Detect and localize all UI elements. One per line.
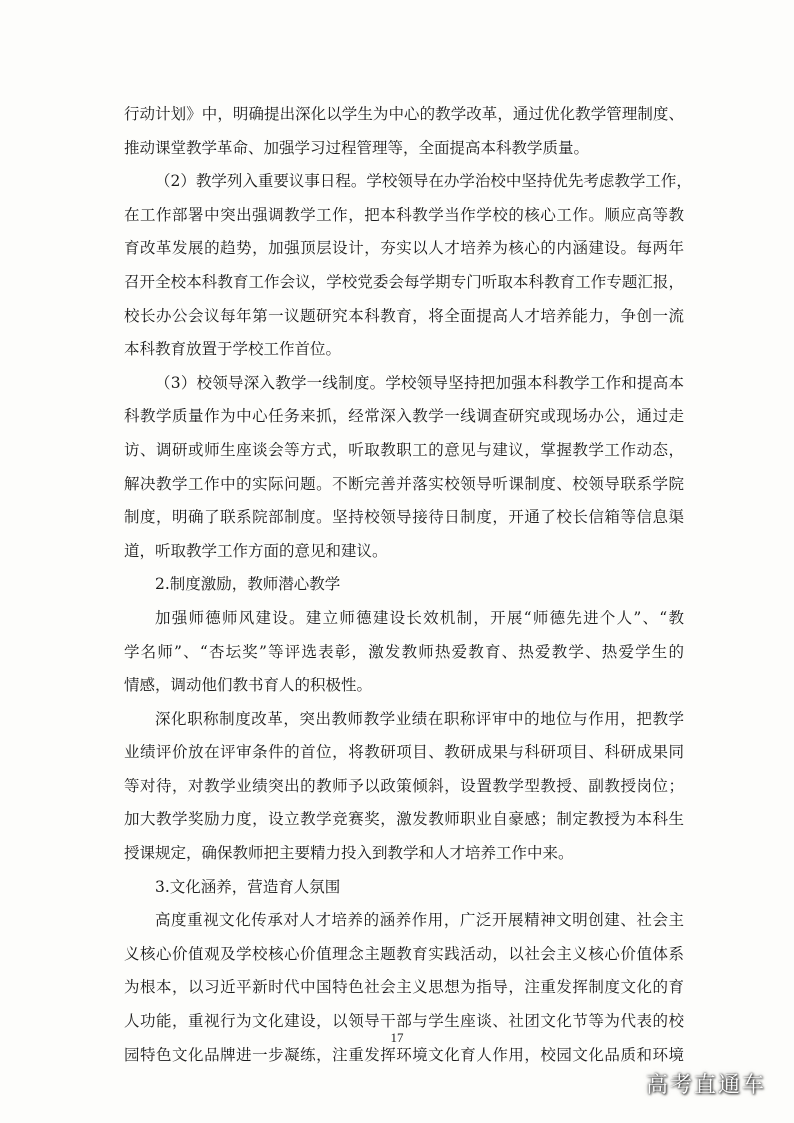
text-line: 行动计划》中，明确提出深化以学生为中心的教学改革，通过优化教学管理制度、 <box>124 105 684 123</box>
document-body <box>124 98 692 1072</box>
text-line: 加大教学奖励力度，设立教学竞赛奖，激发教师职业自豪感；制定教授为本科生 <box>124 810 684 829</box>
section-heading: 2.制度激励，教师潜心教学 <box>155 575 341 594</box>
text-line: 推动课堂教学革命、加强学习过程管理等，全面提高本科教学质量。 <box>124 138 590 157</box>
text-line: 园特色文化品牌进一步凝练，注重发挥环境文化育人作用，校园文化品质和环境 <box>124 1045 684 1064</box>
text-line: 等对待，对教学业绩突出的教师予以政策倾斜，设置教学型教授、副教授岗位； <box>124 776 684 795</box>
text-line: 加强师德师风建设。建立师德建设长效机制，开展“师德先进个人”、“教 <box>155 608 684 627</box>
page-number: 17 <box>390 1030 404 1045</box>
text-line: 育改革发展的趋势，加强顶层设计，夯实以人才培养为核心的内涵建设。每两年 <box>124 239 684 258</box>
text-line: （3）校领导深入教学一线制度。学校领导坚持把加强本科教学工作和提高本 <box>155 373 684 392</box>
text-line: 解决教学工作中的实际问题。不断完善并落实校领导听课制度、校领导联系学院 <box>124 474 684 493</box>
section-heading: 3.文化涵养，营造育人氛围 <box>155 877 341 896</box>
text-line: 制度，明确了联系院部制度。坚持校领导接待日制度，开通了校长信箱等信息渠 <box>124 508 684 527</box>
text-line: 道，听取教学工作方面的意见和建议。 <box>124 541 388 560</box>
text-line: 深化职称制度改革，突出教师教学业绩在职称评审中的地位与作用，把教学 <box>155 709 684 728</box>
text-line: 访、调研或师生座谈会等方式，听取教职工的意见与建议，掌握教学工作动态， <box>124 440 684 459</box>
text-line: 授课规定，确保教师把主要精力投入到教学和人才培养工作中来。 <box>124 844 574 863</box>
text-line: 科教学质量作为中心任务来抓，经常深入教学一线调查研究或现场办公，通过走 <box>124 407 684 426</box>
text-line: 在工作部署中突出强调教学工作，把本科教学当作学校的核心工作。顺应高等教 <box>124 205 684 224</box>
text-line: 人功能，重视行为文化建设，以领导干部与学生座谈、社团文化节等为代表的校 <box>124 1012 684 1031</box>
watermark-logo: 高考直通车 <box>645 1073 766 1098</box>
text-line: 召开全校本科教育工作会议，学校党委会每学期专门听取本科教育工作专题汇报， <box>124 272 684 291</box>
text-line: 为根本，以习近平新时代中国特色社会主义思想为指导，注重发挥制度文化的育 <box>124 978 684 997</box>
text-line: 业绩评价放在评审条件的首位，将教研项目、教研成果与科研项目、科研成果同 <box>124 743 684 762</box>
text-line: 学名师”、“杏坛奖”等评选表彰，激发教师热爱教育、热爱教学、热爱学生的 <box>124 642 684 661</box>
text-line: 本科教育放置于学校工作首位。 <box>124 340 342 359</box>
text-line: 高度重视文化传承对人才培养的涵养作用，广泛开展精神文明创建、社会主 <box>155 911 684 930</box>
text-line: 校长办公会议每年第一议题研究本科教育，将全面提高人才培养能力，争创一流 <box>124 306 684 325</box>
text-line: 情感，调动他们教书育人的积极性。 <box>124 676 373 695</box>
text-line: （2）教学列入重要议事日程。学校领导在办学治校中坚持优先考虑教学工作， <box>155 172 692 191</box>
text-line: 义核心价值观及学校核心价值理念主题教育实践活动，以社会主义核心价值体系 <box>124 944 684 963</box>
